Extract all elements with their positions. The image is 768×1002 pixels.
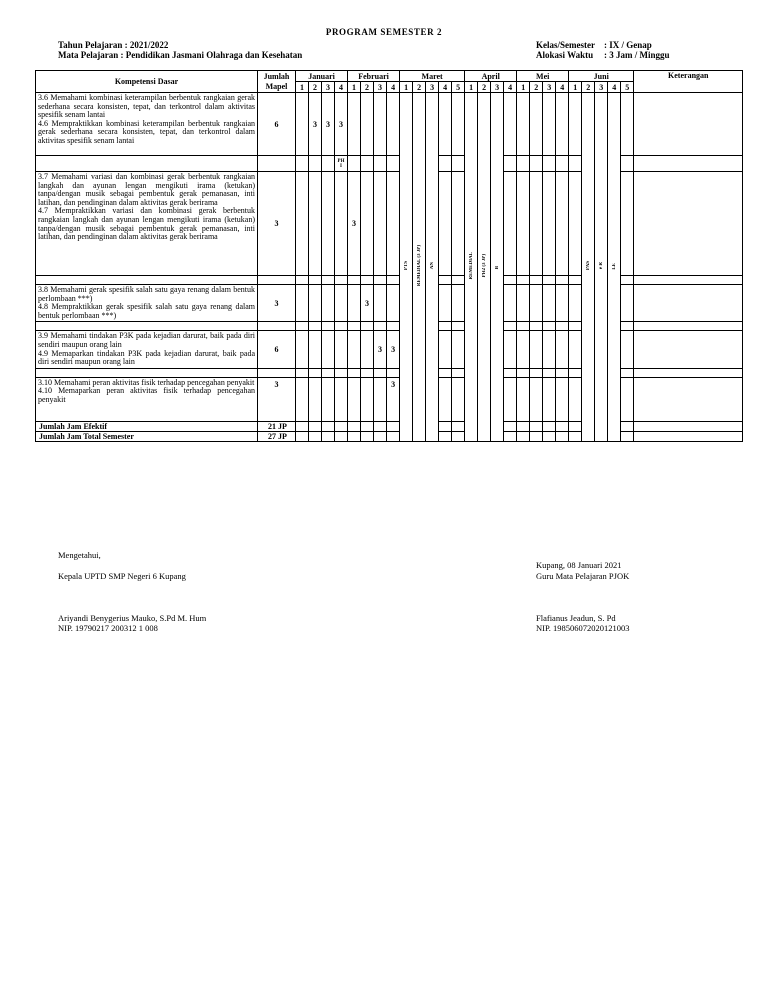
jumlah-cell: 3 [258,285,296,322]
week-number: 2 [361,82,374,93]
total-efektif-label: Jumlah Jam Efektif [36,421,258,431]
week-number: 3 [543,82,556,93]
kd-row: 3.10 Memahami peran aktivitas fisik terhadap pencegahan penyakit 4.10 Memaparkan peran aktivitas fisik terhadap pencegahan penyakit [36,377,258,421]
kelas-value: : IX / Genap [604,40,652,50]
month-april: April [465,71,517,82]
jumlah-cell: 6 [258,93,296,156]
total-efektif-value: 21 JP [258,421,296,431]
jp-cell: 3 [322,93,335,156]
kd-row: 3.7 Memahami variasi dan kombinasi gerak berbentuk rangkaian langkah dan ayunan lengan mengikuti irama (ketukan) tanpa/dengan musik sebagai pembentuk gerak pemanasan, inti latihan, dan pendinginan dalam aktivitas gerak berirama 4.7 Mempraktikkan variasi dan kombinasi gerak berbentuk rangkaian langkah dan ayunan lengan mengikuti irama (ketukan) tanpa/dengan musik sebagai pembentuk gerak pemanasan, inti latihan, dan pendinginan dalam aktivitas gerak berirama [36,172,258,276]
le-cell [608,93,621,442]
kd-row: 3.6 Memahami kombinasi keterampilan berbentuk rangkaian gerak sederhana secara konsisten, tepat, dan terkontrol dalam aktivitas spesifik senam lantai 4.6 Mempraktikkan kombinasi keterampilan berbentuk rangkaian gerak sederhana secara konsisten, tepat, dan terkontrol dalam aktivitas spesifik senam lantai [36,93,258,156]
jumlah-cell: 3 [258,377,296,421]
kd-header: Kompetensi Dasar [36,71,258,93]
kelas-label: Kelas/Semester [536,40,595,50]
week-number: 4 [387,82,400,93]
an-label: AN [429,262,435,270]
mengetahui-text: Mengetahui, [58,550,101,560]
jp-cell: 3 [374,331,387,368]
guru-name: Flafianus Jeadun, S. Pd [536,613,616,623]
kepala-nip: NIP. 19790217 200312 1 008 [58,623,158,633]
b-cell [491,93,504,442]
week-number: 1 [465,82,478,93]
an-cell [426,93,439,442]
jp-cell: 3 [335,93,348,156]
keterangan-header: Keterangan [634,71,743,93]
jp-cell: 3 [361,285,374,322]
mata-pelajaran: Mata Pelajaran : Pendidikan Jasmani Olahraga dan Kesehatan [58,50,303,60]
week-number: 5 [621,82,634,93]
week-number: 3 [595,82,608,93]
month-mei: Mei [517,71,569,82]
month-februari: Februari [348,71,400,82]
week-number: 2 [530,82,543,93]
jumlah-cell: 3 [258,172,296,276]
jp-cell: 3 [309,93,322,156]
week-number: 2 [413,82,426,93]
page-title: PROGRAM SEMESTER 2 [325,27,443,37]
kepala-name: Ariyandi Benygerius Mauko, S.Pd M. Hum [58,613,207,623]
week-number: 3 [426,82,439,93]
pts-label: PTS [403,261,409,271]
guru-title: Guru Mata Pelajaran PJOK [536,571,630,581]
week-number: 5 [452,82,465,93]
kepala-title: Kepala UPTD SMP Negeri 6 Kupang [58,571,186,581]
total-semester-value: 27 JP [258,431,296,441]
remedial-cell-2 [465,93,478,442]
program-semester-table [35,70,743,442]
remedial-label-2: REMEDIAL [468,252,474,280]
week-number: 4 [556,82,569,93]
pas-label: PAS [585,261,591,271]
pas-cell [582,93,595,442]
rr-label: e R [598,262,604,270]
alokasi-value: : 3 Jam / Minggu [604,50,670,60]
tahun-pelajaran: Tahun Pelajaran : 2021/2022 [58,40,169,50]
week-number: 3 [374,82,387,93]
b-label: B [494,266,500,270]
week-number: 1 [348,82,361,93]
week-number: 4 [608,82,621,93]
week-number: 1 [569,82,582,93]
week-number: 1 [296,82,309,93]
week-number: 2 [309,82,322,93]
jp-cell: 3 [348,172,361,276]
month-juni: Juni [569,71,634,82]
mapel-header: Mapel [258,82,296,93]
jp-cell: 3 [387,377,400,421]
month-maret: Maret [400,71,465,82]
week-number: 1 [400,82,413,93]
week-number: 2 [582,82,595,93]
month-januari: Januari [296,71,348,82]
week-number: 3 [491,82,504,93]
pts-cell [400,93,413,442]
le-label: LE [611,262,617,270]
jumlah-cell: 6 [258,331,296,368]
week-number: 3 [322,82,335,93]
guru-nip: NIP. 198506072020121003 [536,623,630,633]
week-number: 4 [335,82,348,93]
kd-row: 3.9 Memahami tindakan P3K pada kejadian darurat, baik pada diri sendiri maupun orang lain 4.9 Memaparkan tindakan P3K pada kejadian darurat, baik pada diri sendiri maupun orang lain [36,331,258,368]
kd-row: 3.8 Memahami gerak spesifik salah satu gaya renang dalam bentuk perlombaan ***) 4.8 Mempraktikkan gerak spesifik salah satu gaya renang dalam bentuk perlombaan ***) [36,285,258,322]
place-date: Kupang, 08 Januari 2021 [536,560,622,570]
week-number: 4 [439,82,452,93]
jumlah-header: Jumlah [258,71,296,82]
week-number: 4 [504,82,517,93]
jp-cell: 3 [387,331,400,368]
total-semester-label: Jumlah Jam Total Semester [36,431,258,441]
alokasi-label: Alokasi Waktu [536,50,594,60]
week-number: 2 [478,82,491,93]
ph-label-num: I [340,163,342,169]
week-number: 1 [517,82,530,93]
ph-label: PH [337,158,345,164]
ph-cell [335,156,348,172]
rr-cell [595,93,608,442]
ph2-label: PH2 (3 JP) [481,254,487,278]
remedial-label: REMEDIAL (3 JP) [416,245,422,287]
remedial-cell [413,93,426,442]
ph2-cell [478,93,491,442]
